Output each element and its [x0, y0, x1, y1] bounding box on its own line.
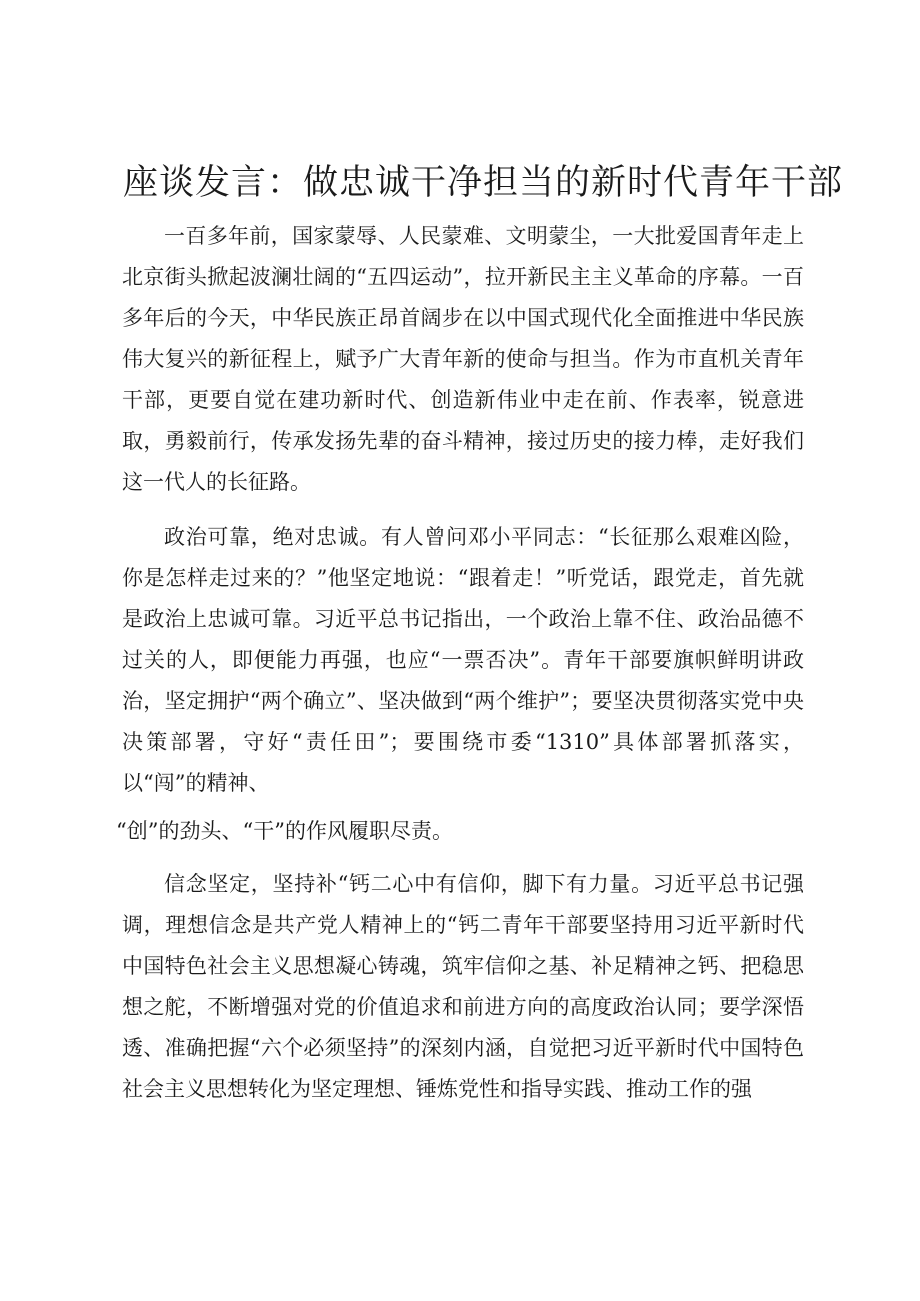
- paragraph-intro: 一百多年前，国家蒙辱、人民蒙难、文明蒙尘，一大批爱国青年走上北京街头掀起波澜壮阔的“五四运动”，拉开新民主主义革命的序幕。一百多年后的今天，中华民族正昂首阔步在以中国式现代化全面推进中华民族伟大复兴的新征程上，赋予广大青年新的使命与担当。作为市直机关青年干部，更要自觉在建功新时代、创造新伟业中走在前、作表率，锐意进取，勇毅前行，传承发扬先辈的奋斗精神，接过历史的接力棒，走好我们这一代人的长征路。: [122, 224, 804, 494]
- document-body: [116, 216, 804, 1110]
- paragraph-continuation: “创”的劲头、“干”的作风履职尽责。: [116, 819, 453, 843]
- document-title: 座谈发言：做忠诚干净担当的新时代青年干部: [123, 163, 844, 203]
- paragraph-firm-belief: 信念坚定，坚持补“钙二心中有信仰，脚下有力量。习近平总书记强调，理想信念是共产党人精神上的“钙二青年干部要坚持用习近平新时代中国特色社会主义思想凝心铸魂，筑牢信仰之基、补足精神之钙、把稳思想之舵，不断增强对党的价值追求和前进方向的高度政治认同；要学深悟透、准确把握“六个必须坚持”的深刻内涵，自觉把习近平新时代中国特色社会主义思想转化为坚定理想、锤炼党性和指导实践、推动工作的强: [122, 872, 804, 1101]
- paragraph-political-loyalty: 政治可靠，绝对忠诚。有人曾问邓小平同志：“长征那么艰难凶险，你是怎样走过来的？”他坚定地说：“跟着走！”听党话，跟党走，首先就是政治上忠诚可靠。习近平总书记指出，一个政治上靠不住、政治品德不过关的人，即便能力再强，也应“一票否决”。青年干部要旗帜鲜明讲政治，坚定拥护“两个确立”、坚决做到“两个维护”；要坚决贯彻落实党中央决策部署，守好“责任田”；要围绕市委“1310”具体部署抓落实，以“闯”的精神、: [122, 525, 804, 795]
